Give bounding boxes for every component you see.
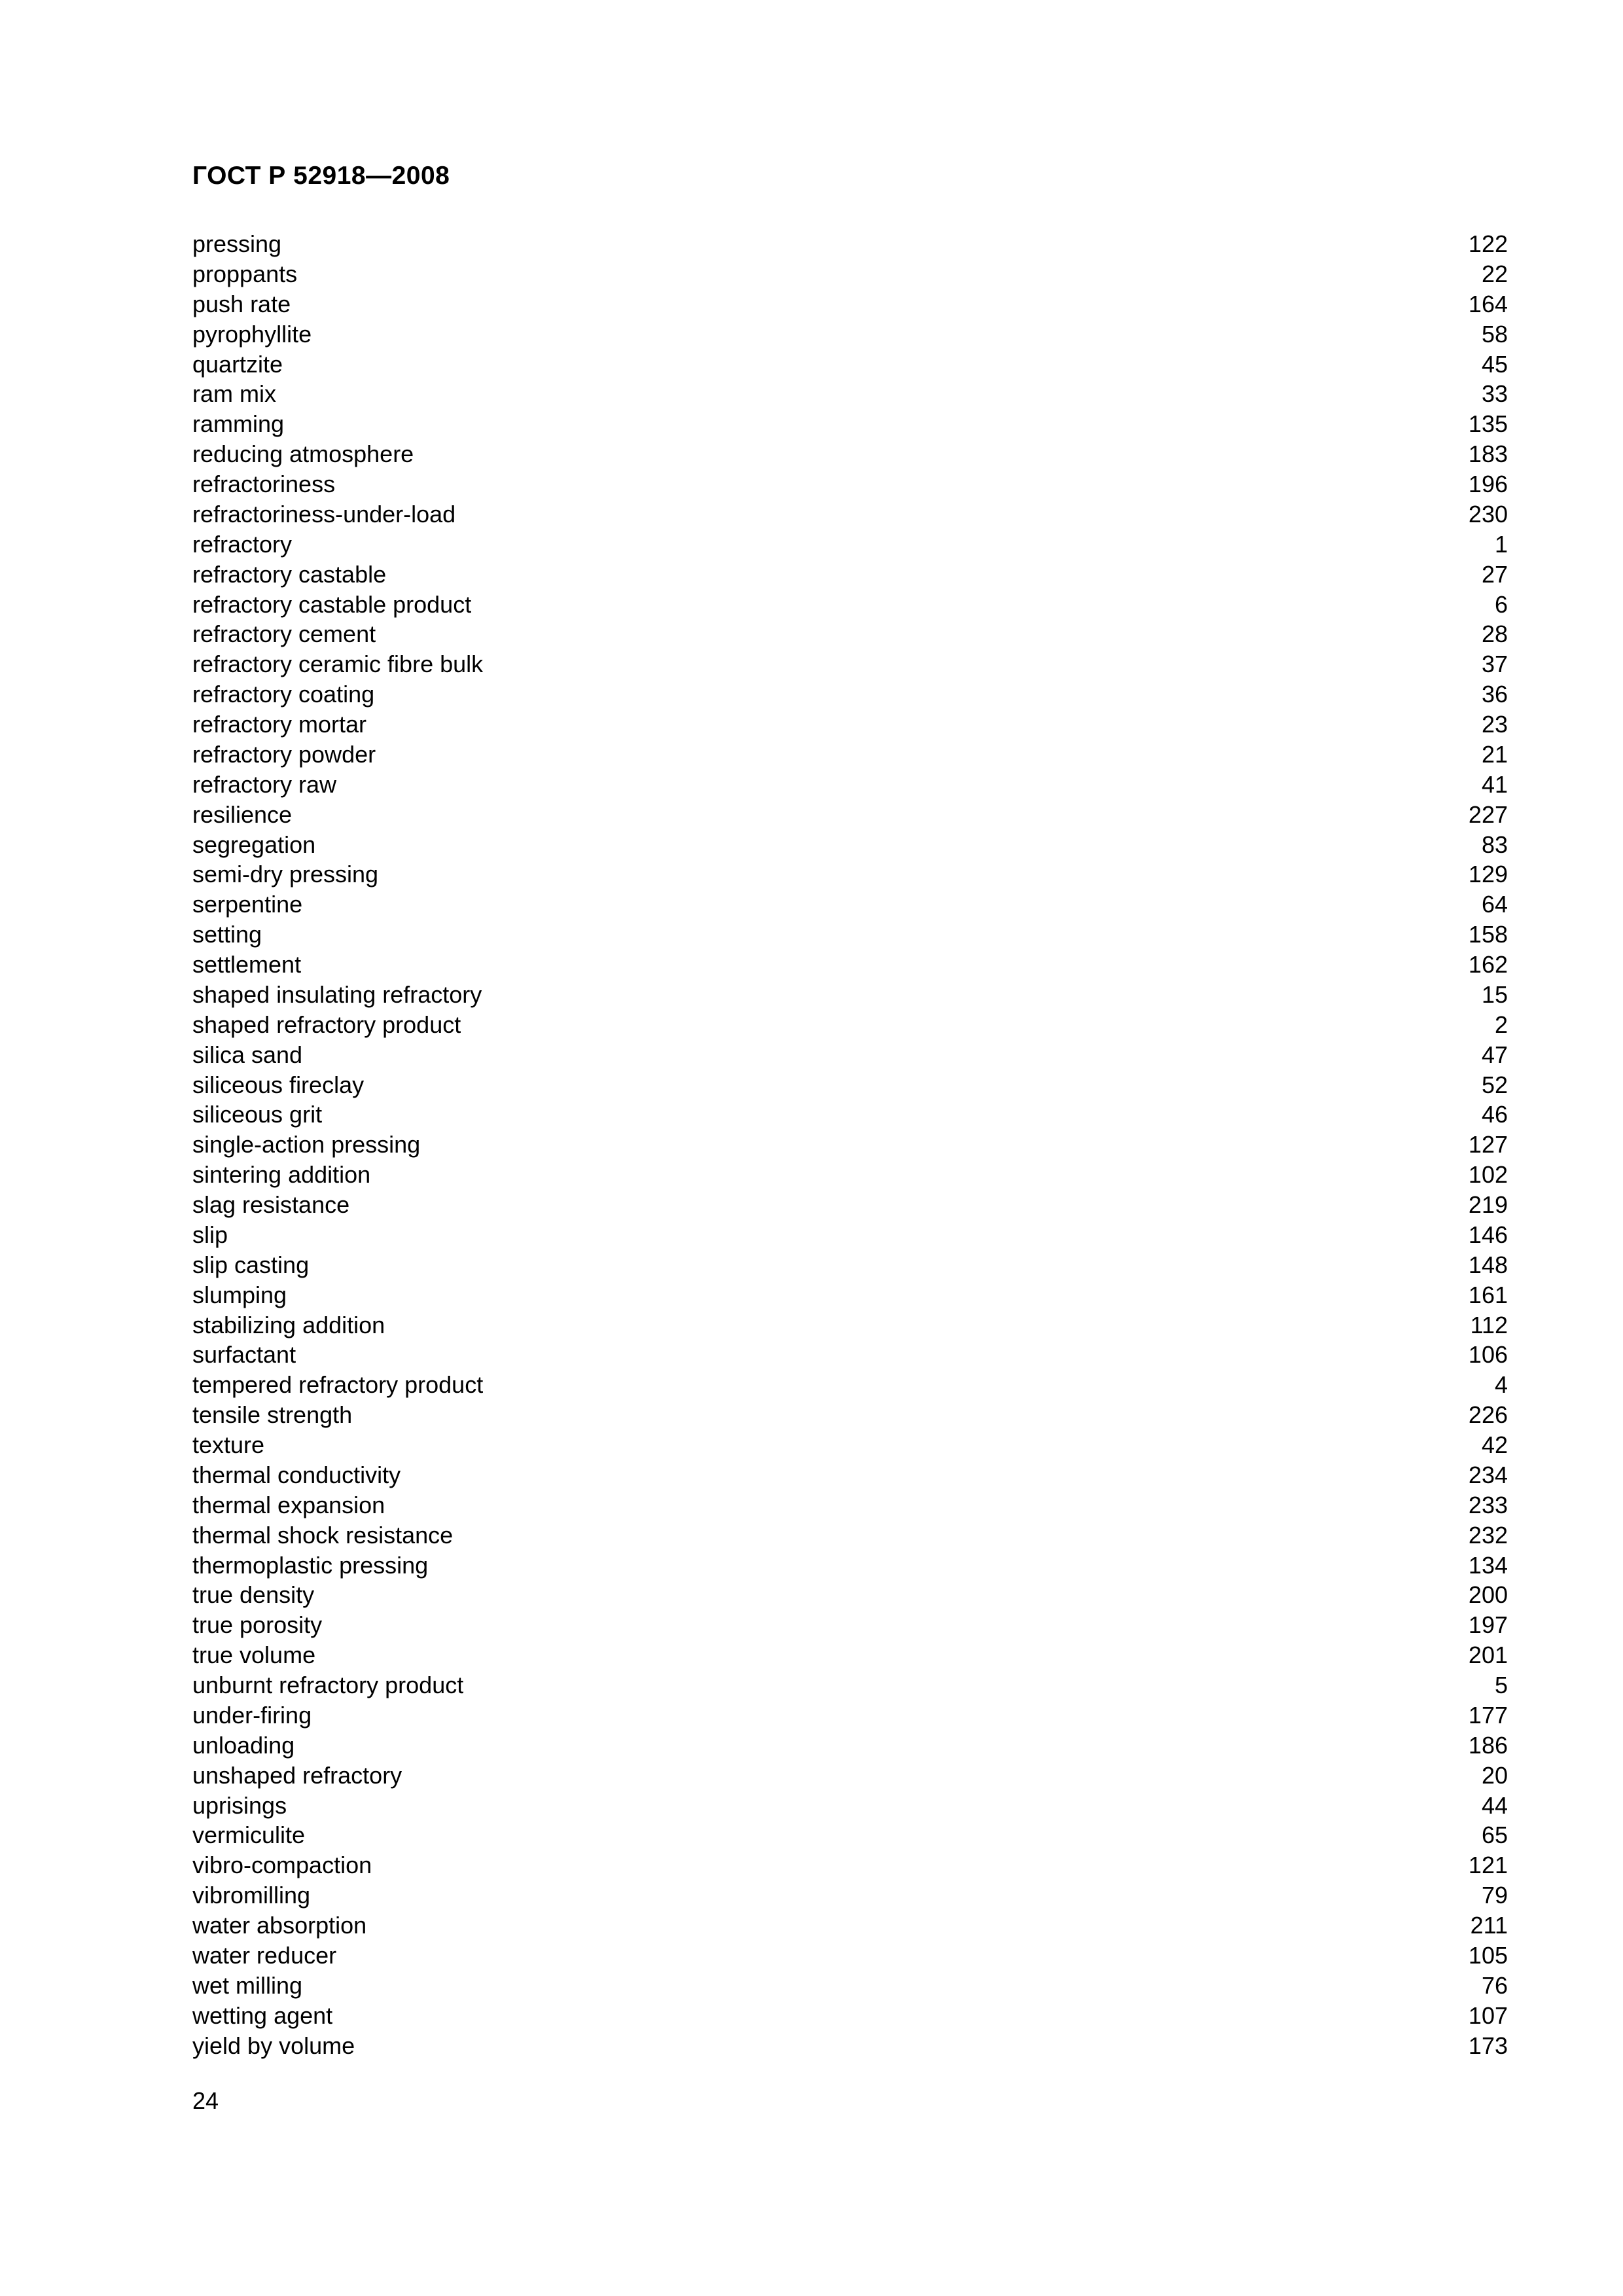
index-term: vibro-compaction — [192, 1852, 372, 1879]
index-term: uprisings — [192, 1791, 287, 1819]
index-entry — [192, 709, 1508, 740]
index-term: refractory — [192, 530, 293, 558]
index-term-number: 122 — [1468, 230, 1508, 257]
index-entry — [192, 1370, 1508, 1400]
index-term: reducing atmosphere — [192, 440, 414, 468]
index-term-number: 230 — [1468, 500, 1508, 528]
index-entry — [192, 1941, 1508, 1971]
index-term-number: 27 — [1481, 560, 1508, 588]
index-term: push rate — [192, 290, 291, 317]
index-entry — [192, 439, 1508, 469]
index-entry — [192, 950, 1508, 980]
index-term-number: 196 — [1468, 471, 1508, 497]
index-term-number: 164 — [1468, 290, 1508, 317]
index-term: sintering addition — [192, 1161, 371, 1189]
index-term-number: 21 — [1481, 740, 1508, 768]
index-term: semi-dry pressing — [192, 861, 379, 888]
index-entry — [192, 1010, 1508, 1040]
index-term: setting — [192, 921, 262, 948]
index-term-number: 134 — [1468, 1551, 1508, 1579]
index-term-number: 234 — [1468, 1461, 1508, 1488]
index-entry — [192, 590, 1508, 620]
index-term-number: 42 — [1481, 1431, 1508, 1458]
index-term: water reducer — [192, 1941, 337, 1969]
index-entry — [192, 859, 1508, 889]
index-term: ram mix — [192, 380, 276, 408]
index-term-number: 20 — [1481, 1761, 1508, 1789]
index-entry — [192, 1880, 1508, 1910]
index-entry — [192, 229, 1508, 259]
index-entry — [192, 1490, 1508, 1520]
index-term-number: 22 — [1481, 260, 1508, 287]
index-entry — [192, 1551, 1508, 1581]
index-term-number: 44 — [1481, 1791, 1508, 1819]
index-term-number: 5 — [1494, 1672, 1508, 1698]
index-term: refractoriness-under-load — [192, 500, 456, 528]
index-entry — [192, 259, 1508, 289]
index-term-number: 127 — [1468, 1131, 1508, 1158]
index-term-number: 219 — [1468, 1191, 1508, 1218]
index-entry — [192, 469, 1508, 499]
index-term: slip — [192, 1221, 228, 1248]
index-term-number: 102 — [1468, 1161, 1508, 1189]
index-term: water absorption — [192, 1912, 367, 1939]
page-number: 24 — [192, 2087, 219, 2114]
index-entry — [192, 1670, 1508, 1700]
index-entry — [192, 679, 1508, 709]
index-term: segregation — [192, 831, 316, 858]
index-entry — [192, 289, 1508, 319]
index-entry — [192, 1640, 1508, 1670]
index-entry — [192, 1520, 1508, 1551]
index-term-number: 226 — [1468, 1401, 1508, 1429]
index-entry — [192, 350, 1508, 380]
index-entry — [192, 2031, 1508, 2061]
index-term-number: 162 — [1468, 951, 1508, 978]
index-entry — [192, 1400, 1508, 1430]
index-term: wetting agent — [192, 2001, 333, 2029]
index-term: surfactant — [192, 1341, 296, 1369]
index-entry — [192, 1850, 1508, 1880]
index-term-number: 112 — [1470, 1311, 1508, 1338]
index-term: refractory cement — [192, 620, 376, 648]
index-term: slag resistance — [192, 1191, 350, 1218]
index-entry — [192, 619, 1508, 649]
index-entry — [192, 920, 1508, 950]
index-entry — [192, 1310, 1508, 1340]
index-term-number: 45 — [1481, 350, 1508, 378]
index-term-number: 64 — [1481, 891, 1508, 918]
index-term: pyrophyllite — [192, 320, 312, 348]
index-term-number: 201 — [1468, 1641, 1508, 1669]
index-term: refractoriness — [192, 471, 336, 497]
index-term-number: 46 — [1481, 1101, 1508, 1128]
index-term-number: 33 — [1481, 380, 1508, 408]
index-entry — [192, 1971, 1508, 2001]
index-term-number: 65 — [1481, 1821, 1508, 1849]
index-term-number: 15 — [1481, 980, 1508, 1008]
index-entry — [192, 1731, 1508, 1761]
index-term: vibromilling — [192, 1882, 311, 1909]
index-term: slumping — [192, 1281, 287, 1308]
index-entry — [192, 980, 1508, 1010]
index-term: wet milling — [192, 1971, 303, 1999]
index-term-number: 148 — [1468, 1251, 1508, 1278]
index-term-number: 227 — [1468, 800, 1508, 828]
index-term-number: 52 — [1481, 1071, 1508, 1098]
index-term-number: 1 — [1494, 530, 1508, 558]
index-entry — [192, 1190, 1508, 1220]
index-entry — [192, 2001, 1508, 2031]
index-term: thermal expansion — [192, 1491, 385, 1518]
index-entry — [192, 1460, 1508, 1490]
index-term-number: 232 — [1468, 1521, 1508, 1549]
index-entry — [192, 409, 1508, 439]
index-entry — [192, 1160, 1508, 1190]
index-entry — [192, 1340, 1508, 1370]
index-entry — [192, 499, 1508, 529]
index-term: serpentine — [192, 891, 303, 918]
index-entry — [192, 1220, 1508, 1250]
index-entry — [192, 649, 1508, 679]
index-term-number: 233 — [1468, 1491, 1508, 1518]
index-entry — [192, 1070, 1508, 1100]
index-term: refractory powder — [192, 740, 376, 768]
index-term-number: 146 — [1468, 1221, 1508, 1248]
index-term-number: 37 — [1481, 651, 1508, 678]
index-term: refractory ceramic fibre bulk — [192, 651, 484, 678]
index-term-number: 135 — [1468, 410, 1508, 438]
index-entry — [192, 1761, 1508, 1791]
index-term: unshaped refractory — [192, 1761, 402, 1789]
index-term-number: 106 — [1468, 1341, 1508, 1369]
index-entry — [192, 1100, 1508, 1130]
index-term: refractory castable — [192, 560, 387, 588]
index-term-number: 177 — [1468, 1701, 1508, 1729]
index-entry — [192, 1280, 1508, 1310]
index-term: under-firing — [192, 1701, 312, 1729]
index-term: ramming — [192, 410, 285, 438]
index-term-number: 105 — [1468, 1941, 1508, 1969]
index-term: tempered refractory product — [192, 1371, 484, 1399]
term-index-list — [192, 229, 1508, 2060]
index-term-number: 79 — [1481, 1882, 1508, 1909]
index-entry — [192, 800, 1508, 830]
index-term-number: 36 — [1481, 681, 1508, 708]
index-term-number: 158 — [1468, 921, 1508, 948]
index-term: tensile strength — [192, 1401, 353, 1429]
index-term-number: 197 — [1468, 1611, 1508, 1639]
index-term-number: 83 — [1481, 831, 1508, 858]
index-entry — [192, 1791, 1508, 1821]
index-term: thermoplastic pressing — [192, 1551, 429, 1579]
index-term-number: 23 — [1481, 711, 1508, 738]
index-entry — [192, 770, 1508, 800]
index-term: shaped insulating refractory — [192, 980, 482, 1008]
index-term: vermiculite — [192, 1821, 306, 1849]
index-term: pressing — [192, 230, 282, 257]
document-header: ГОСТ Р 52918—2008 — [192, 162, 450, 190]
index-term: refractory mortar — [192, 711, 367, 738]
index-term: unloading — [192, 1731, 295, 1759]
index-term-number: 58 — [1481, 320, 1508, 348]
index-term: refractory raw — [192, 770, 337, 798]
index-term: true volume — [192, 1641, 316, 1669]
index-term: true density — [192, 1581, 315, 1609]
index-term: settlement — [192, 951, 302, 978]
index-entry — [192, 740, 1508, 770]
index-entry — [192, 1580, 1508, 1610]
index-term: refractory castable product — [192, 590, 472, 618]
index-term-number: 41 — [1481, 770, 1508, 798]
index-term-number: 28 — [1481, 620, 1508, 648]
index-term: quartzite — [192, 350, 283, 378]
index-entry — [192, 1430, 1508, 1460]
index-term: unburnt refractory product — [192, 1672, 464, 1698]
index-entry — [192, 1820, 1508, 1850]
index-entry — [192, 1610, 1508, 1640]
index-entry — [192, 319, 1508, 350]
index-term: resilience — [192, 800, 293, 828]
index-entry — [192, 1250, 1508, 1280]
index-term: shaped refractory product — [192, 1011, 461, 1038]
index-term-number: 6 — [1494, 590, 1508, 618]
index-term: true porosity — [192, 1611, 323, 1639]
index-term-number: 173 — [1468, 2032, 1508, 2059]
index-term: siliceous grit — [192, 1101, 323, 1128]
index-term-number: 107 — [1468, 2001, 1508, 2029]
index-term-number: 76 — [1481, 1971, 1508, 1999]
index-term-number: 186 — [1468, 1731, 1508, 1759]
index-entry — [192, 379, 1508, 409]
index-entry — [192, 830, 1508, 860]
index-term-number: 200 — [1468, 1581, 1508, 1609]
index-entry — [192, 1130, 1508, 1160]
index-term: texture — [192, 1431, 265, 1458]
index-entry — [192, 1910, 1508, 1941]
index-term: silica sand — [192, 1041, 303, 1068]
index-term: thermal conductivity — [192, 1461, 401, 1488]
index-term: siliceous fireclay — [192, 1071, 365, 1098]
index-term: refractory coating — [192, 681, 375, 708]
index-term: stabilizing addition — [192, 1311, 385, 1338]
index-term-number: 183 — [1468, 440, 1508, 468]
index-term-number: 211 — [1470, 1912, 1508, 1939]
index-term: single-action pressing — [192, 1131, 421, 1158]
index-entry — [192, 560, 1508, 590]
index-entry — [192, 1700, 1508, 1731]
index-term: thermal shock resistance — [192, 1521, 454, 1549]
index-term-number: 47 — [1481, 1041, 1508, 1068]
index-term: yield by volume — [192, 2032, 355, 2059]
index-entry — [192, 1040, 1508, 1070]
index-term-number: 129 — [1468, 861, 1508, 888]
index-term: proppants — [192, 260, 298, 287]
index-term-number: 161 — [1468, 1281, 1508, 1308]
index-term-number: 121 — [1468, 1852, 1508, 1879]
index-term: slip casting — [192, 1251, 310, 1278]
index-term-number: 4 — [1494, 1371, 1508, 1399]
index-entry — [192, 529, 1508, 560]
index-term-number: 2 — [1494, 1011, 1508, 1038]
index-entry — [192, 889, 1508, 920]
